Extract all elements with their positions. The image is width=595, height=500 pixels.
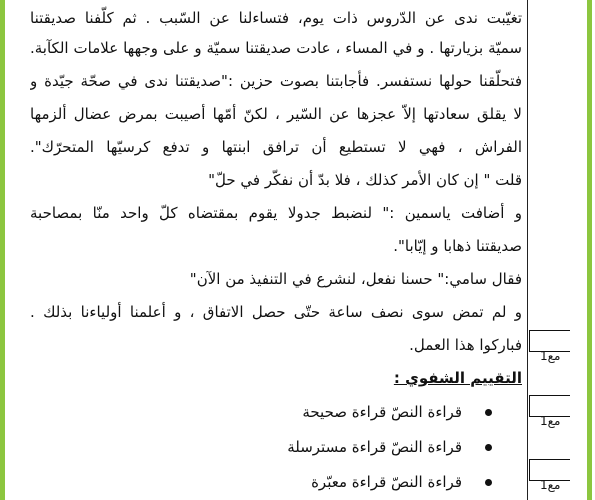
margin-divider (527, 0, 528, 500)
page-border-left (0, 0, 5, 500)
text-line: سميّة بزيارتها . و في المساء ، عادت صديقتنا سميّة و على وجهها علامات الكآبة. (30, 39, 522, 57)
assessment-item-label: قراءة النصّ قراءة مسترسلة (287, 438, 462, 456)
reading-text (30, 0, 522, 500)
text-line: قلت " إن كان الأمر كذلك ، فلا بدّ أن نفكّر في حلّ" (208, 171, 522, 189)
criterion-label: مع1 (540, 414, 561, 428)
assessment-item (30, 395, 522, 430)
bullet-icon (485, 409, 492, 416)
text-line: الفراش ، فهي لا تستطيع أن ترافق ابنتها و تدفع كرسيّها المتحرّك". (30, 138, 522, 156)
text-line: و أضافت ياسمين :" لنضبط جدولا يقوم بمقتضاه كلّ واحد منّا بمصاحبة (30, 204, 522, 222)
page-border-right (587, 0, 592, 500)
assessment-item-label: قراءة النصّ قراءة معبّرة (311, 473, 462, 491)
criterion-label: مع1 (540, 349, 561, 363)
oral-assessment-heading: التقييم الشفوي : (393, 369, 522, 387)
text-line: فقال سامي:" حسنا نفعل، لنشرع في التنفيذ من الآن" (189, 270, 522, 288)
text-line: و لم تمض سوى نصف ساعة حتّى حصل الاتفاق ، و أعلمنا أولياءنا بذلك . (30, 303, 522, 321)
assessment-list (30, 395, 522, 500)
bullet-icon (485, 479, 492, 486)
assessment-item (30, 465, 522, 500)
assessment-item-label: قراءة النصّ قراءة صحيحة (302, 403, 462, 421)
assessment-item (30, 430, 522, 465)
bullet-icon (485, 444, 492, 451)
text-line: فتحلّقنا حولها نستفسر. فأجابتنا بصوت حزين :"صديقتنا ندى في صحّة جيّدة و (30, 72, 522, 90)
text-line: صديقتنا ذهابا و إيّابا". (393, 237, 522, 255)
text-line: تغيّبت ندى عن الدّروس ذات يوم، فتساءلنا عن السّبب . ثم كلّفنا صديقتنا (30, 9, 522, 27)
text-line: فباركوا هذا العمل. (409, 336, 522, 354)
criterion-label: مع1 (540, 478, 561, 492)
text-line: لا يقلق سعادتها إلاّ عجزها عن السّير ، لكنّ أمّها أصيبت بمرض عضال ألزمها (30, 105, 522, 123)
